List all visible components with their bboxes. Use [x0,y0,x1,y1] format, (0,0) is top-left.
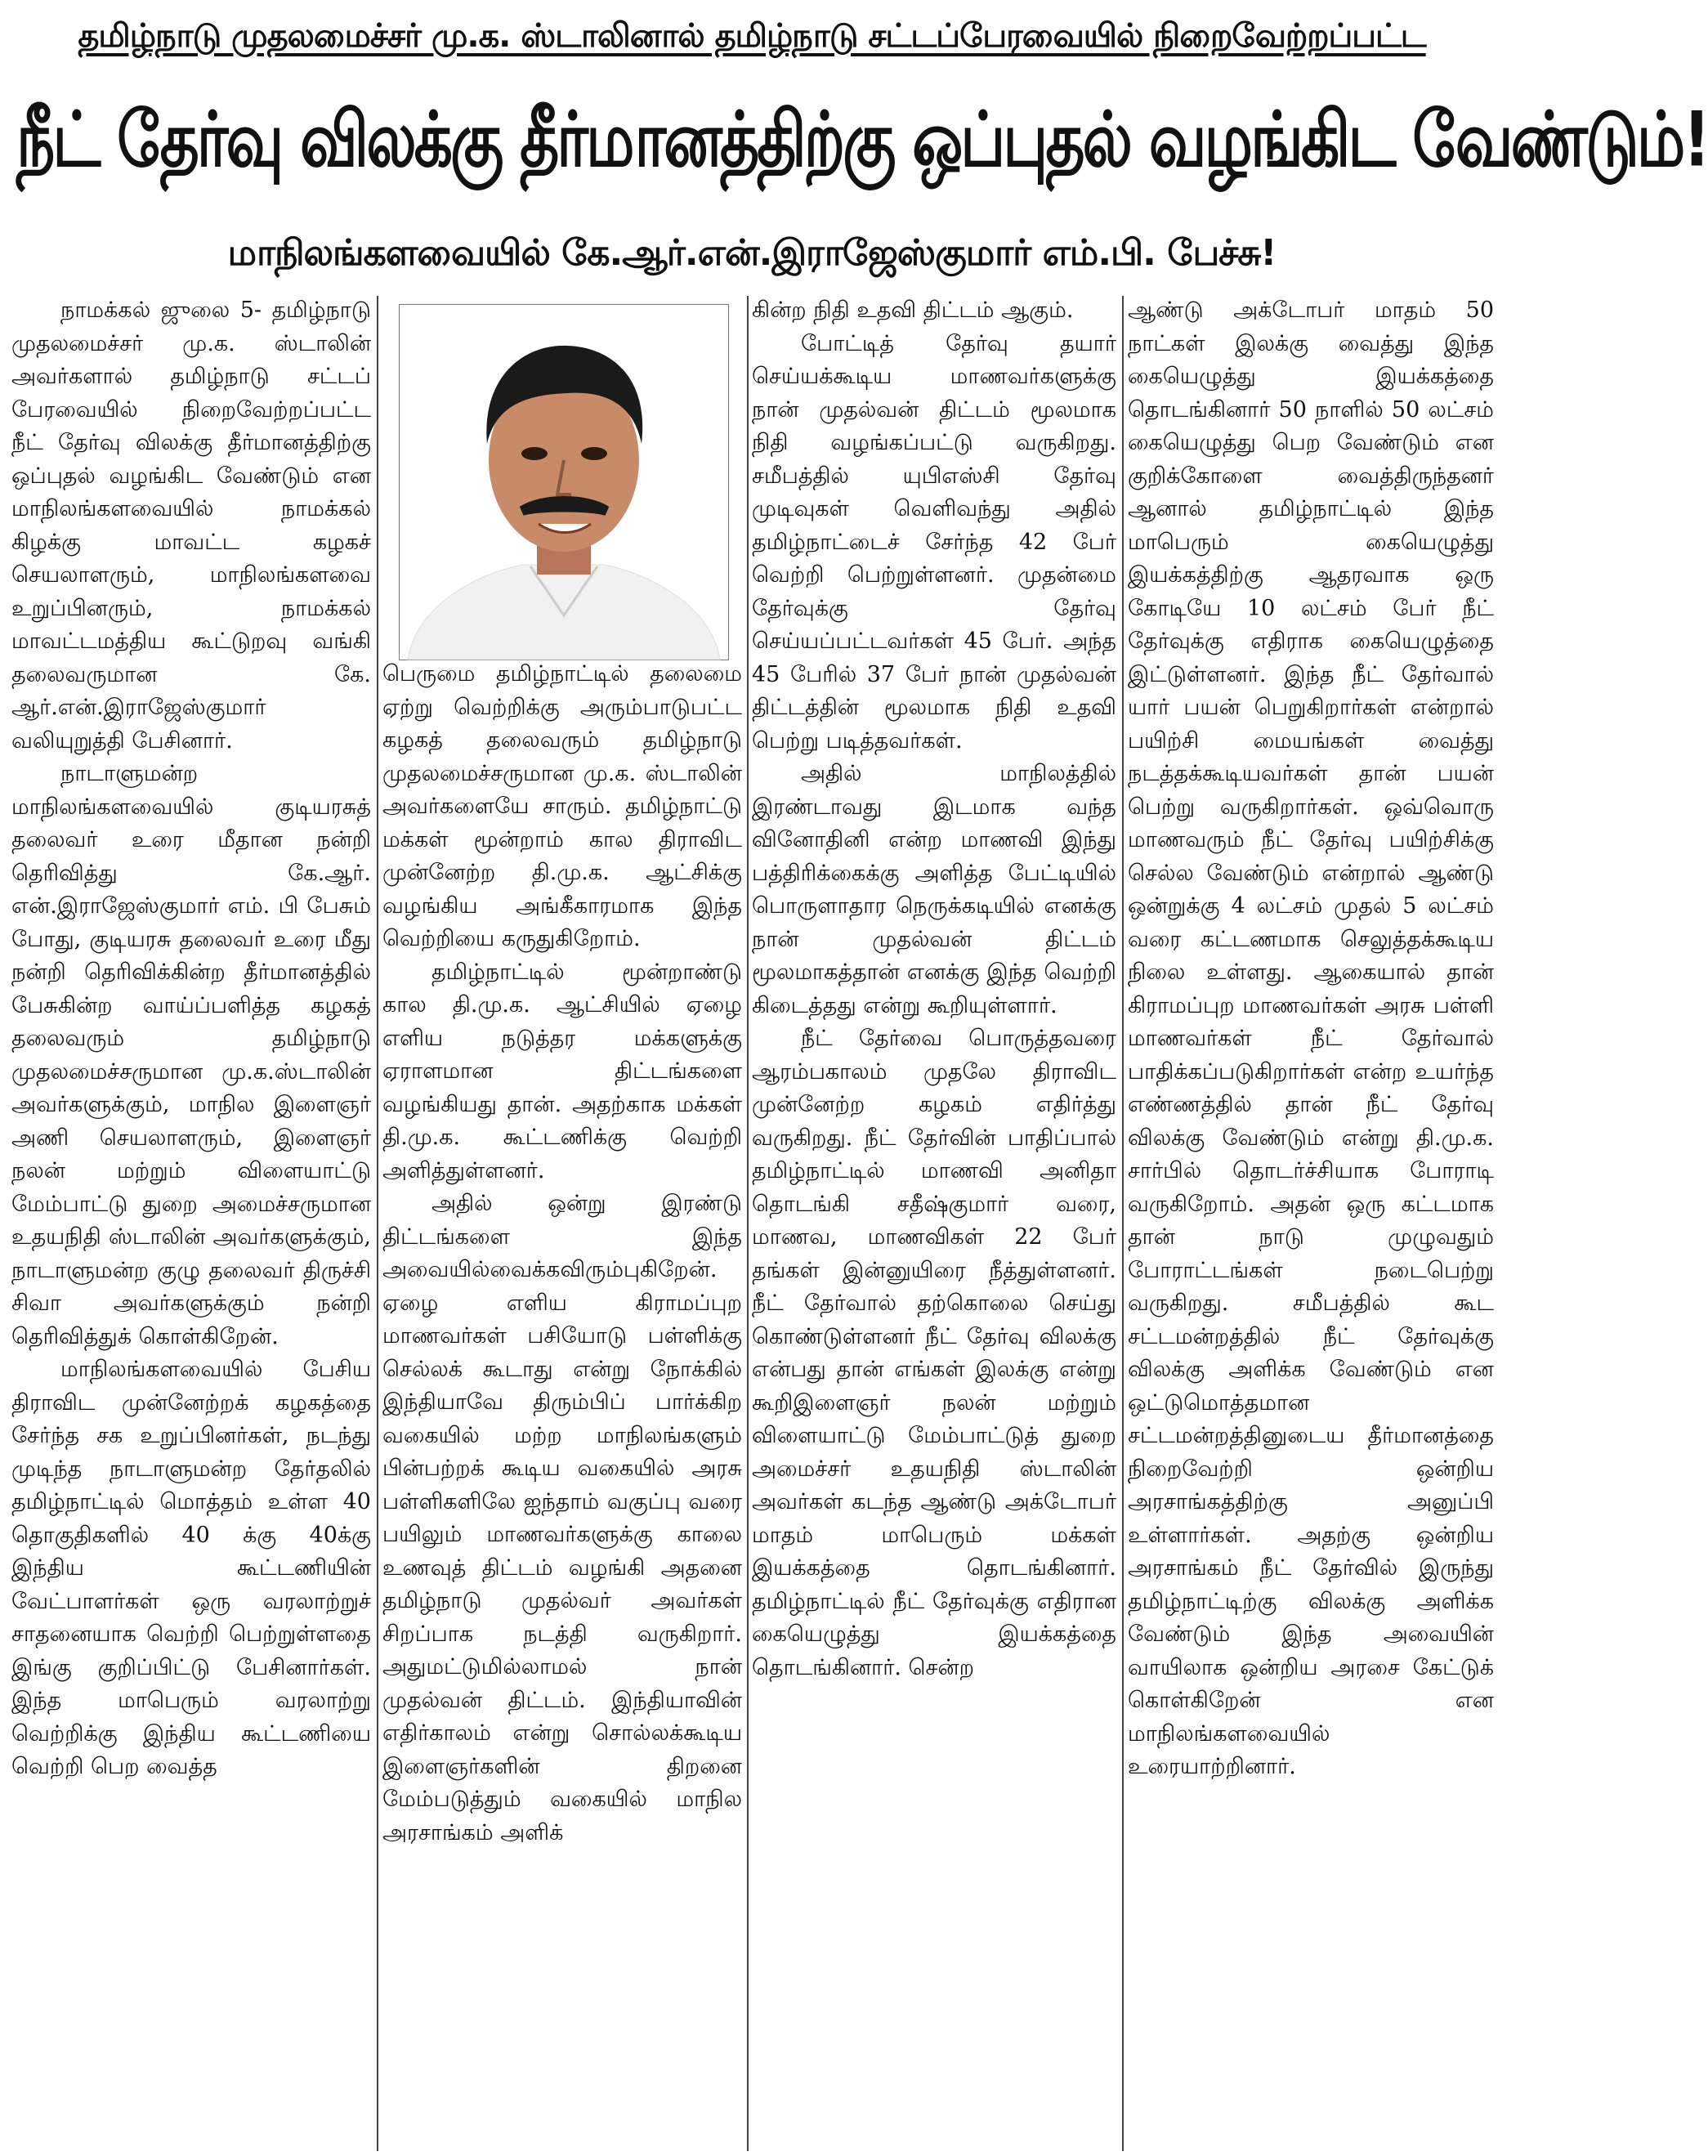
article-column-3 [752,294,1116,2149]
portrait-image [400,305,728,660]
headline: நீட் தேர்வு விலக்கு தீர்மானத்திற்கு ஒப்புதல் வழங்கிட வேண்டும்! [16,96,1708,184]
portrait-photo [399,304,729,660]
article-paragraph: போட்டித் தேர்வு தயார் செய்யக்கூடிய மாணவர்களுக்கு நான் முதல்வன் திட்டம் மூலமாக நிதி வழங்கப்பட்டு வருகிறது. சமீபத்தில் யுபிஎஸ்சி தேர்வு முடிவுகள் வெளிவந்து அதில் தமிழ்நாட்டைச் சேர்ந்த 42 பேர் வெற்றி பெற்றுள்ளனர். முதன்மை தேர்வுக்கு தேர்வு செய்யப்பட்டவர்கள் 45 பேர். அந்த 45 பேரில் 37 பேர் நான் முதல்வன் திட்டத்தின் மூலமாக நிதி உதவி பெற்று படித்தவர்கள். [752,330,1116,754]
column-divider [747,296,749,2151]
article-paragraph: தமிழ்நாட்டில் மூன்றாண்டு கால தி.மு.க. ஆட்சியில் ஏழை எளிய நடுத்தர மக்களுக்கு ஏராளமான திட்டங்களை வழங்கியது தான். அதற்காக மக்கள் தி.மு.க. கூட்டணிக்கு வெற்றி அளித்துள்ளனர். [382,959,742,1183]
article-paragraph: பெருமை தமிழ்நாட்டில் தலைமை ஏற்று வெற்றிக்கு அரும்பாடுபட்ட கழகத் தலைவரும் தமிழ்நாடு முதலமைச்சருமான மு.க. ஸ்டாலின் அவர்களையே சாரும். தமிழ்நாட்டு மக்கள் மூன்றாம் கால திராவிட முன்னேற்ற தி.மு.க. ஆட்சிக்கு வழங்கிய அங்கீகாரமாக இந்த வெற்றியை கருதுகிறோம். [382,661,742,951]
article-paragraph: கின்ற நிதி உதவி திட்டம் ஆகும். [752,297,1074,323]
article-paragraph: நாமக்கல் ஜுலை 5- தமிழ்நாடு முதலமைச்சர் மு.க. ஸ்டாலின் அவர்களால் தமிழ்நாடு சட்டப் பேரவையில் நிறைவேற்றப்பட்ட நீட் தேர்வு விலக்கு தீர்மானத்திற்கு ஒப்புதல் வழங்கிட வேண்டும் என மாநிலங்களவையில் நாமக்கல் கிழக்கு மாவட்ட கழகச் செயலாளரும், மாநிலங்களவை உறுப்பினரும், நாமக்கல் மாவட்டமத்திய கூட்டுறவு வங்கி தலைவருமான கே. ஆர்.என்.இராஜேஸ்குமார் வலியுறுத்தி பேசினார். [11,297,371,754]
kicker-line: தமிழ்நாடு முதலமைச்சர் மு.க. ஸ்டாலினால் தமிழ்நாடு சட்டப்பேரவையில் நிறைவேற்றப்பட்ட [78,17,1426,55]
column-divider [377,296,378,2151]
article-paragraph: ஆண்டு அக்டோபர் மாதம் 50 நாட்கள் இலக்கு வைத்து இந்த கையெழுத்து இயக்கத்தை தொடங்கினார் 50 நாளில் 50 லட்சம் கையெழுத்து பெற வேண்டும் என குறிக்கோளை வைத்திருந்தனர் ஆனால் தமிழ்நாட்டில் இந்த மாபெரும் கையெழுத்து இயக்கத்திற்கு ஆதரவாக ஒரு கோடியே 10 லட்சம் பேர் நீட் தேர்வுக்கு எதிராக கையெழுத்தை இட்டுள்ளனர். இந்த நீட் தேர்வால் யார் பயன் பெறுகிறார்கள் என்றால் பயிற்சி மையங்கள் வைத்து நடத்தக்கூடியவர்கள் தான் பயன் பெற்று வருகிறார்கள். ஒவ்வொரு மாணவரும் நீட் தேர்வு பயிற்சிக்கு செல்ல வேண்டும் என்றால் ஆண்டு ஒன்றுக்கு 4 லட்சம் முதல் 5 லட்சம் வரை கட்டணமாக செலுத்தக்கூடிய நிலை உள்ளது. ஆகையால் தான் கிராமப்புற மாணவர்கள் அரசு பள்ளி மாணவர்கள் நீட் தேர்வால் பாதிக்கப்படுகிறார்கள் என்ற உயர்ந்த எண்ணத்தில் தான் நீட் தேர்வு விலக்கு வேண்டும் என்று தி.மு.க. சார்பில் தொடர்ச்சியாக போராடி வருகிறோம். அதன் ஒரு கட்டமாக தான் நாடு முழுவதும் போராட்டங்கள் நடைபெற்று வருகிறது. சமீபத்தில் கூட சட்டமன்றத்தில் நீட் தேர்வுக்கு விலக்கு அளிக்க வேண்டும் என ஒட்டுமொத்தமான சட்டமன்றத்தினுடைய தீர்மானத்தை நிறைவேற்றி ஒன்றிய அரசாங்கத்திற்கு அனுப்பி உள்ளார்கள். அதற்கு ஒன்றிய அரசாங்கம் நீட் தேர்வில் இருந்து தமிழ்நாட்டிற்கு விலக்கு அளிக்க வேண்டும் இந்த அவையின் வாயிலாக ஒன்றிய அரசை கேட்டுக் கொள்கிறேன் என மாநிலங்களவையில் உரையாற்றினார். [1128,297,1494,1779]
column-divider [1122,296,1124,2151]
article-paragraph: நீட் தேர்வை பொருத்தவரை ஆரம்பகாலம் முதலே திராவிட முன்னேற்ற கழகம் எதிர்த்து வருகிறது. நீட் தேர்வின் பாதிப்பால் தமிழ்நாட்டில் மாணவி அனிதா தொடங்கி சதீஷ்குமார் வரை, மாணவ, மாணவிகள் 22 பேர் தங்கள் இன்னுயிரை நீத்துள்ளனர். நீட் தேர்வால் தற்கொலை செய்து கொண்டுள்ளனர் நீட் தேர்வு விலக்கு என்பது தான் எங்கள் இலக்கு என்று கூறிஇளைஞர் நலன் மற்றும் விளையாட்டு மேம்பாட்டுத் துறை அமைச்சர் உதயநிதி ஸ்டாலின் அவர்கள் கடந்த ஆண்டு அக்டோபர் மாதம் மாபெரும் மக்கள் இயக்கத்தை தொடங்கினார். தமிழ்நாட்டில் நீட் தேர்வுக்கு எதிரான கையெழுத்து இயக்கத்தை தொடங்கினார். சென்ற [752,1026,1116,1680]
subheadline: மாநிலங்களவையில் கே.ஆர்.என்.இராஜேஸ்குமார் எம்.பி. பேச்சு! [227,232,1277,274]
article-column-2 [382,658,742,2149]
article-column-1 [11,294,371,2149]
article-paragraph: அதில் ஒன்று இரண்டு திட்டங்களை இந்த அவையில்வைக்கவிரும்புகிறேன். ஏழை எளிய கிராமப்புற மாணவர்கள் பசியோடு பள்ளிக்கு செல்லக் கூடாது என்று நோக்கில் இந்தியாவே திரும்பிப் பார்க்கிற வகையில் மற்ற மாநிலங்களும் பின்பற்றக் கூடிய வகையில் அரசு பள்ளிகளிலே ஐந்தாம் வகுப்பு வரை பயிலும் மாணவர்களுக்கு காலை உணவுத் திட்டம் வழங்கி அதனை தமிழ்நாடு முதல்வர் அவர்கள் சிறப்பாக நடத்தி வருகிறார். அதுமட்டுமில்லாமல் நான் முதல்வன் திட்டம். இந்தியாவின் எதிர்காலம் என்று சொல்லக்கூடிய இளைஞர்களின் திறனை மேம்படுத்தும் வகையில் மாநில அரசாங்கம் அளிக் [382,1191,742,1845]
article-paragraph: நாடாளுமன்ற மாநிலங்களவையில் குடியரசுத் தலைவர் உரை மீதான நன்றி தெரிவித்து கே.ஆர். என்.இராஜேஸ்குமார் எம். பி பேசும் போது, குடியரசு தலைவர் உரை மீது நன்றி தெரிவிக்கின்ற தீர்மானத்தில் பேசுகின்ற வாய்ப்பளித்த கழகத் தலைவரும் தமிழ்நாடு முதலமைச்சருமான மு.க.ஸ்டாலின் அவர்களுக்கும், மாநில இளைஞர் அணி செயலாளரும், இளைஞர் நலன் மற்றும் விளையாட்டு மேம்பாட்டு துறை அமைச்சருமான உதயநிதி ஸ்டாலின் அவர்களுக்கும், நாடாளுமன்ற குழு தலைவர் திருச்சி சிவா அவர்களுக்கும் நன்றி தெரிவித்துக் கொள்கிறேன். [11,761,371,1349]
article-paragraph: மாநிலங்களவையில் பேசிய திராவிட முன்னேற்றக் கழகத்தை சேர்ந்த சக உறுப்பினர்கள், நடந்து முடிந்த நாடாளுமன்ற தேர்தலில் தமிழ்நாட்டில் மொத்தம் உள்ள 40 தொகுதிகளில் 40 க்கு 40க்கு இந்திய கூட்டணியின் வேட்பாளர்கள் ஒரு வரலாற்றுச் சாதனையாக வெற்றி பெற்றுள்ளதை இங்கு குறிப்பிட்டு பேசினார்கள். இந்த மாபெரும் வரலாற்று வெற்றிக்கு இந்திய கூட்டணியை வெற்றி பெற வைத்த [11,1357,371,1779]
article-column-4 [1128,294,1494,2149]
article-paragraph: அதில் மாநிலத்தில் இரண்டாவது இடமாக வந்த வினோதினி என்ற மாணவி இந்து பத்திரிக்கைக்கு அளித்த பேட்டியில் பொருளாதார நெருக்கடியில் எனக்கு நான் முதல்வன் திட்டம் மூலமாகத்தான் எனக்கு இந்த வெற்றி கிடைத்தது என்று கூறியுள்ளார். [752,761,1116,1018]
